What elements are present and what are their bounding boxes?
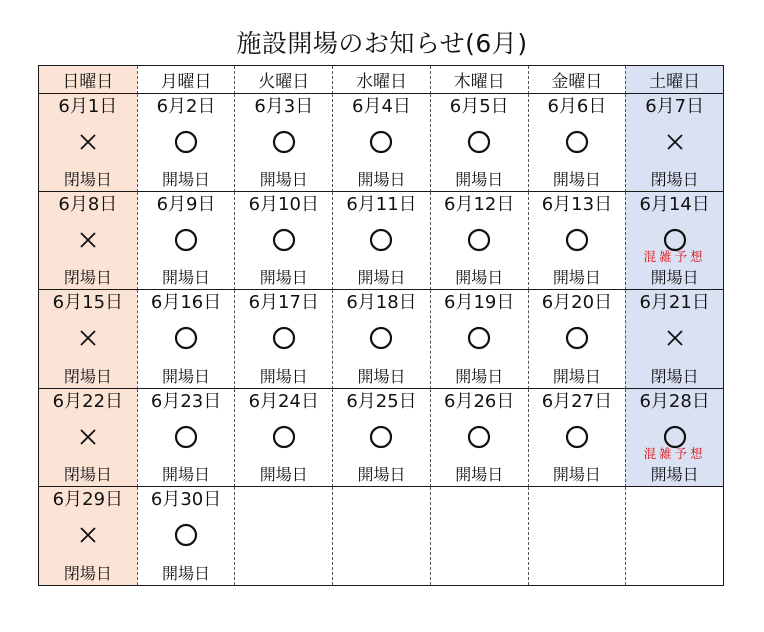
day-date: 6月30日 — [150, 488, 222, 510]
status-open-label: 開場日 — [552, 464, 601, 484]
day-date: 6月1日 — [58, 96, 118, 117]
calendar-day-cell — [39, 192, 137, 290]
open-circle-icon — [333, 322, 430, 354]
open-circle-icon — [235, 126, 332, 158]
status-open-label: 開場日 — [357, 464, 406, 484]
status-open-label: 開場日 — [162, 170, 211, 190]
status-open-label: 開場日 — [650, 268, 699, 288]
weekday-header-monday: 月曜日 — [137, 66, 235, 94]
day-date: 6月12日 — [444, 194, 515, 216]
calendar-day-cell — [39, 94, 137, 192]
open-circle-icon — [333, 224, 430, 256]
day-date: 6月25日 — [346, 390, 417, 412]
open-circle-icon — [431, 322, 528, 354]
status-open-label: 開場日 — [357, 268, 406, 288]
calendar-day-cell — [430, 192, 528, 290]
status-closed-label: 閉場日 — [63, 268, 112, 288]
calendar-day-cell — [39, 389, 137, 487]
day-date: 6月3日 — [254, 96, 314, 117]
day-date: 6月26日 — [444, 390, 515, 412]
calendar-grid — [38, 65, 724, 586]
status-open-label: 開場日 — [455, 464, 504, 484]
calendar-day-cell — [137, 94, 235, 192]
calendar-day-cell — [39, 487, 137, 585]
status-closed-label: 閉場日 — [63, 563, 112, 583]
day-date: 6月8日 — [58, 194, 118, 216]
status-closed-label: 閉場日 — [63, 366, 112, 386]
closed-cross-icon — [626, 126, 723, 158]
day-date: 6月11日 — [346, 194, 417, 216]
day-date: 6月17日 — [248, 292, 319, 314]
weekday-header-sunday: 日曜日 — [39, 66, 137, 94]
day-date: 6月16日 — [150, 292, 222, 314]
day-date: 6月7日 — [645, 96, 705, 117]
status-open-label: 開場日 — [357, 366, 406, 386]
page-title: 施設開場のお知らせ(6月) — [236, 29, 528, 58]
day-date: 6月10日 — [248, 194, 319, 216]
calendar-day-cell — [137, 487, 235, 585]
day-date: 6月6日 — [547, 96, 607, 117]
day-date: 6月21日 — [639, 292, 710, 314]
calendar-day-cell — [430, 487, 528, 585]
day-date: 6月24日 — [248, 390, 319, 412]
calendar-day-cell — [430, 290, 528, 388]
open-circle-icon — [138, 224, 235, 256]
open-circle-icon — [431, 224, 528, 256]
status-open-label: 開場日 — [455, 170, 504, 190]
day-date: 6月9日 — [156, 194, 216, 216]
calendar-day-cell — [234, 389, 332, 487]
calendar-day-cell — [234, 290, 332, 388]
calendar-day-cell — [625, 94, 723, 192]
calendar-day-cell — [137, 290, 235, 388]
status-open-label: 開場日 — [259, 366, 308, 386]
calendar-day-cell — [234, 94, 332, 192]
calendar-day-cell — [332, 94, 430, 192]
open-circle-icon — [138, 421, 235, 453]
status-open-label: 開場日 — [552, 268, 601, 288]
status-open-label: 開場日 — [552, 366, 601, 386]
day-date: 6月18日 — [346, 292, 417, 314]
crowd-forecast-label: 混雑予想 — [643, 249, 706, 265]
closed-cross-icon — [39, 224, 137, 256]
day-date: 6月29日 — [52, 488, 124, 510]
day-date: 6月23日 — [150, 390, 222, 412]
status-open-label: 開場日 — [162, 268, 211, 288]
open-circle-icon — [235, 322, 332, 354]
calendar-day-cell — [625, 389, 723, 487]
closed-cross-icon — [39, 519, 137, 551]
open-circle-icon — [138, 126, 235, 158]
calendar-day-cell — [332, 487, 430, 585]
day-date: 6月27日 — [541, 390, 613, 412]
day-date: 6月19日 — [444, 292, 515, 314]
status-open-label: 開場日 — [552, 170, 601, 190]
open-circle-icon — [333, 126, 430, 158]
open-circle-icon — [138, 519, 235, 551]
day-date: 6月20日 — [541, 292, 613, 314]
day-date: 6月2日 — [156, 96, 216, 117]
calendar-day-cell — [39, 290, 137, 388]
open-circle-icon — [529, 224, 626, 256]
closed-cross-icon — [39, 421, 137, 453]
calendar-day-cell — [137, 192, 235, 290]
calendar-day-cell — [528, 192, 626, 290]
day-date: 6月14日 — [639, 194, 710, 216]
day-date: 6月15日 — [52, 292, 124, 314]
status-open-label: 開場日 — [162, 563, 211, 583]
calendar-day-cell — [430, 389, 528, 487]
calendar-day-cell — [528, 290, 626, 388]
status-closed-label: 閉場日 — [650, 366, 699, 386]
open-circle-icon — [431, 421, 528, 453]
status-open-label: 開場日 — [650, 464, 699, 484]
calendar-day-cell — [332, 192, 430, 290]
status-open-label: 開場日 — [162, 464, 211, 484]
calendar-day-cell — [528, 389, 626, 487]
status-open-label: 開場日 — [259, 464, 308, 484]
status-closed-label: 閉場日 — [650, 170, 699, 190]
status-open-label: 開場日 — [259, 268, 308, 288]
open-circle-icon — [333, 421, 430, 453]
status-open-label: 開場日 — [455, 366, 504, 386]
day-date: 6月5日 — [449, 96, 509, 117]
calendar-day-cell — [234, 192, 332, 290]
status-closed-label: 閉場日 — [63, 170, 112, 190]
day-date: 6月28日 — [639, 390, 710, 412]
weekday-header-saturday: 土曜日 — [625, 66, 723, 94]
status-open-label: 開場日 — [162, 366, 211, 386]
status-open-label: 開場日 — [455, 268, 504, 288]
day-date: 6月13日 — [541, 194, 613, 216]
calendar-day-cell — [625, 487, 723, 585]
open-circle-icon — [529, 421, 626, 453]
calendar-day-cell — [332, 290, 430, 388]
weekday-header-tuesday: 火曜日 — [234, 66, 332, 94]
day-date: 6月4日 — [352, 96, 411, 117]
closed-cross-icon — [39, 126, 137, 158]
status-open-label: 開場日 — [259, 170, 308, 190]
status-closed-label: 閉場日 — [63, 464, 112, 484]
open-circle-icon — [138, 322, 235, 354]
closed-cross-icon — [39, 322, 137, 354]
calendar-day-cell — [528, 94, 626, 192]
weekday-header-thursday: 木曜日 — [430, 66, 528, 94]
weekday-header-wednesday: 水曜日 — [332, 66, 430, 94]
open-circle-icon — [235, 224, 332, 256]
calendar-day-cell — [234, 487, 332, 585]
open-circle-icon — [431, 126, 528, 158]
calendar-day-cell — [625, 290, 723, 388]
weekday-header-friday: 金曜日 — [528, 66, 626, 94]
calendar-day-cell — [528, 487, 626, 585]
calendar-day-cell — [332, 389, 430, 487]
calendar-day-cell — [137, 389, 235, 487]
open-circle-icon — [529, 126, 626, 158]
status-open-label: 開場日 — [357, 170, 406, 190]
day-date: 6月22日 — [52, 390, 124, 412]
open-circle-icon — [235, 421, 332, 453]
calendar-day-cell — [625, 192, 723, 290]
crowd-forecast-label: 混雑予想 — [643, 445, 706, 461]
closed-cross-icon — [626, 322, 723, 354]
calendar-day-cell — [430, 94, 528, 192]
open-circle-icon — [529, 322, 626, 354]
